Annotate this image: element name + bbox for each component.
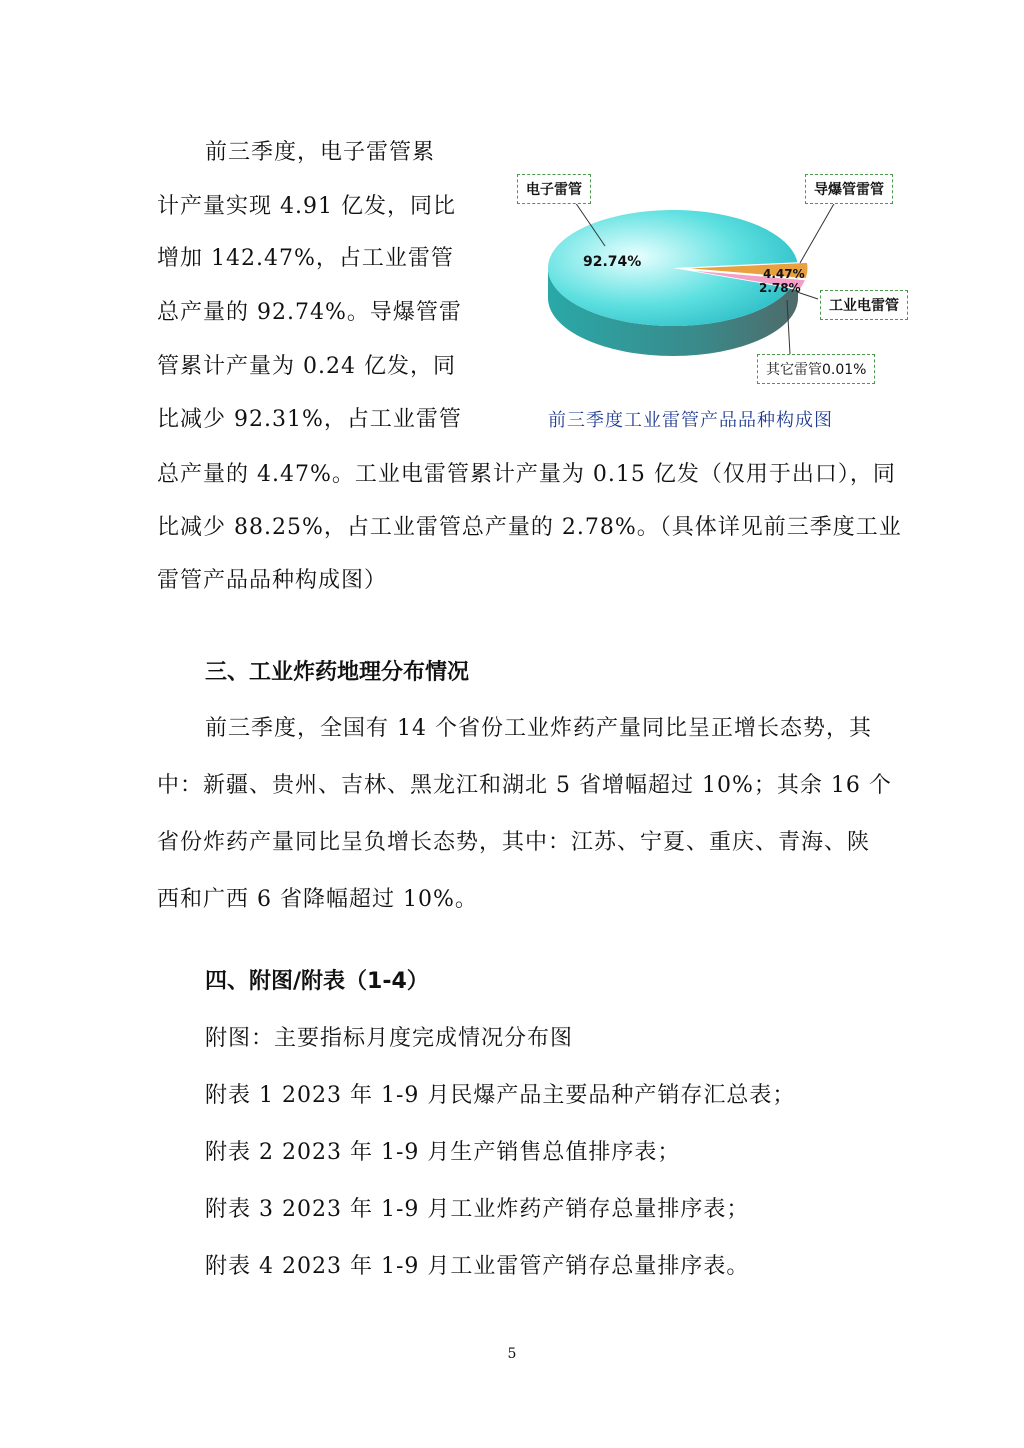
pie-data-label: 4.47%	[763, 267, 805, 281]
paragraph-line: 比减少 92.31%，占工业雷管	[157, 407, 462, 432]
paragraph-line: 前三季度，电子雷管累	[205, 140, 436, 165]
paragraph-line: 雷管产品品种构成图）	[157, 568, 388, 593]
section-heading: 四、附图/附表（1-4）	[205, 969, 429, 994]
pie-data-label: 2.78%	[759, 281, 801, 295]
paragraph-line: 总产量的 92.74%。导爆管雷	[157, 300, 462, 325]
section-heading: 三、工业炸药地理分布情况	[205, 660, 470, 685]
leader-line	[800, 202, 835, 263]
appendix-item: 附表 4 2023 年 1-9 月工业雷管产销存总量排序表。	[205, 1254, 750, 1279]
appendix-item: 附图：主要指标月度完成情况分布图	[205, 1026, 574, 1051]
paragraph-line: 省份炸药产量同比呈负增长态势，其中：江苏、宁夏、重庆、青海、陕	[157, 830, 871, 855]
appendix-item: 附表 2 2023 年 1-9 月生产销售总值排序表；	[205, 1140, 681, 1165]
leader-line	[797, 292, 818, 299]
pie-data-label: 92.74%	[583, 254, 642, 270]
callout-electric: 工业电雷管	[820, 290, 908, 320]
pie-chart	[505, 168, 945, 388]
paragraph-line: 西和广西 6 省降幅超过 10%。	[157, 887, 478, 912]
appendix-item: 附表 1 2023 年 1-9 月民爆产品主要品种产销存汇总表；	[205, 1083, 796, 1108]
paragraph-line: 总产量的 4.47%。工业电雷管累计产量为 0.15 亿发（仅用于出口），同	[157, 462, 896, 487]
paragraph-line: 前三季度，全国有 14 个省份工业炸药产量同比呈正增长态势，其	[205, 716, 872, 741]
paragraph-line: 管累计产量为 0.24 亿发，同	[157, 354, 456, 379]
paragraph-line: 计产量实现 4.91 亿发，同比	[157, 194, 456, 219]
page-number: 5	[507, 1346, 517, 1362]
callout-shock-tube: 导爆管雷管	[805, 174, 893, 204]
appendix-item: 附表 3 2023 年 1-9 月工业炸药产销存总量排序表；	[205, 1197, 750, 1222]
paragraph-line: 中：新疆、贵州、吉林、黑龙江和湖北 5 省增幅超过 10%；其余 16 个	[157, 773, 892, 798]
paragraph-line: 比减少 88.25%，占工业雷管总产量的 2.78%。（具体详见前三季度工业	[157, 515, 902, 540]
paragraph-line: 增加 142.47%，占工业雷管	[157, 246, 454, 271]
chart-title: 前三季度工业雷管产品品种构成图	[548, 410, 833, 431]
callout-electronic: 电子雷管	[517, 174, 591, 204]
callout-other: 其它雷管0.01%	[757, 354, 875, 384]
